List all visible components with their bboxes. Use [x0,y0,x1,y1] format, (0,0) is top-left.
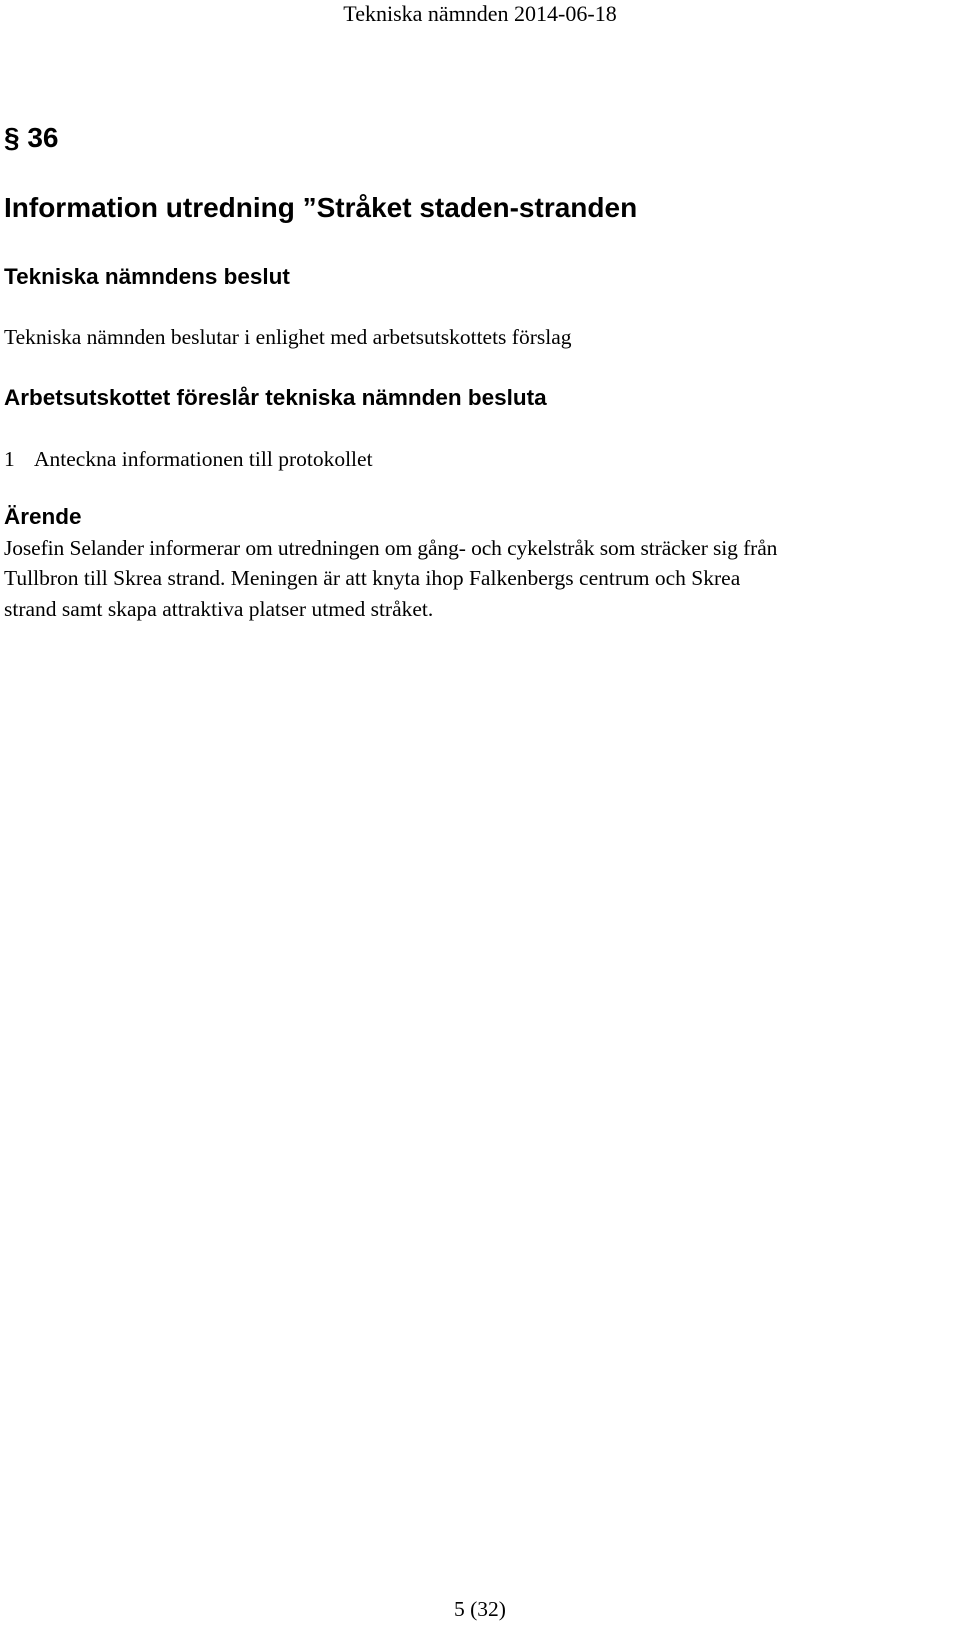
proposal-heading: Arbetsutskottet föreslår tekniska nämnden besluta [4,385,547,410]
section-title: Information utredning ”Stråket staden-stranden [4,192,638,223]
matter-body-line: strand samt skapa attraktiva platser utmed stråket. [4,597,434,621]
page-number: 5 (32) [454,1597,506,1621]
matter-body-line: Tullbron till Skrea strand. Meningen är att knyta ihop Falkenbergs centrum och Skrea [4,566,741,590]
matter-body-line: Josefin Selander informerar om utredningen om gång- och cykelstråk som sträcker sig från [4,536,778,560]
running-header: Tekniska nämnden 2014-06-18 [343,1,617,26]
proposal-item-text: Anteckna informationen till protokollet [34,447,373,471]
paragraph-number-heading: § 36 [4,122,59,153]
proposal-item-number: 1 [4,447,15,471]
decision-heading: Tekniska nämndens beslut [4,264,290,289]
matter-heading: Ärende [4,504,82,529]
proposal-list-item [4,447,373,472]
decision-text: Tekniska nämnden beslutar i enlighet med arbetsutskottets förslag [4,325,572,349]
